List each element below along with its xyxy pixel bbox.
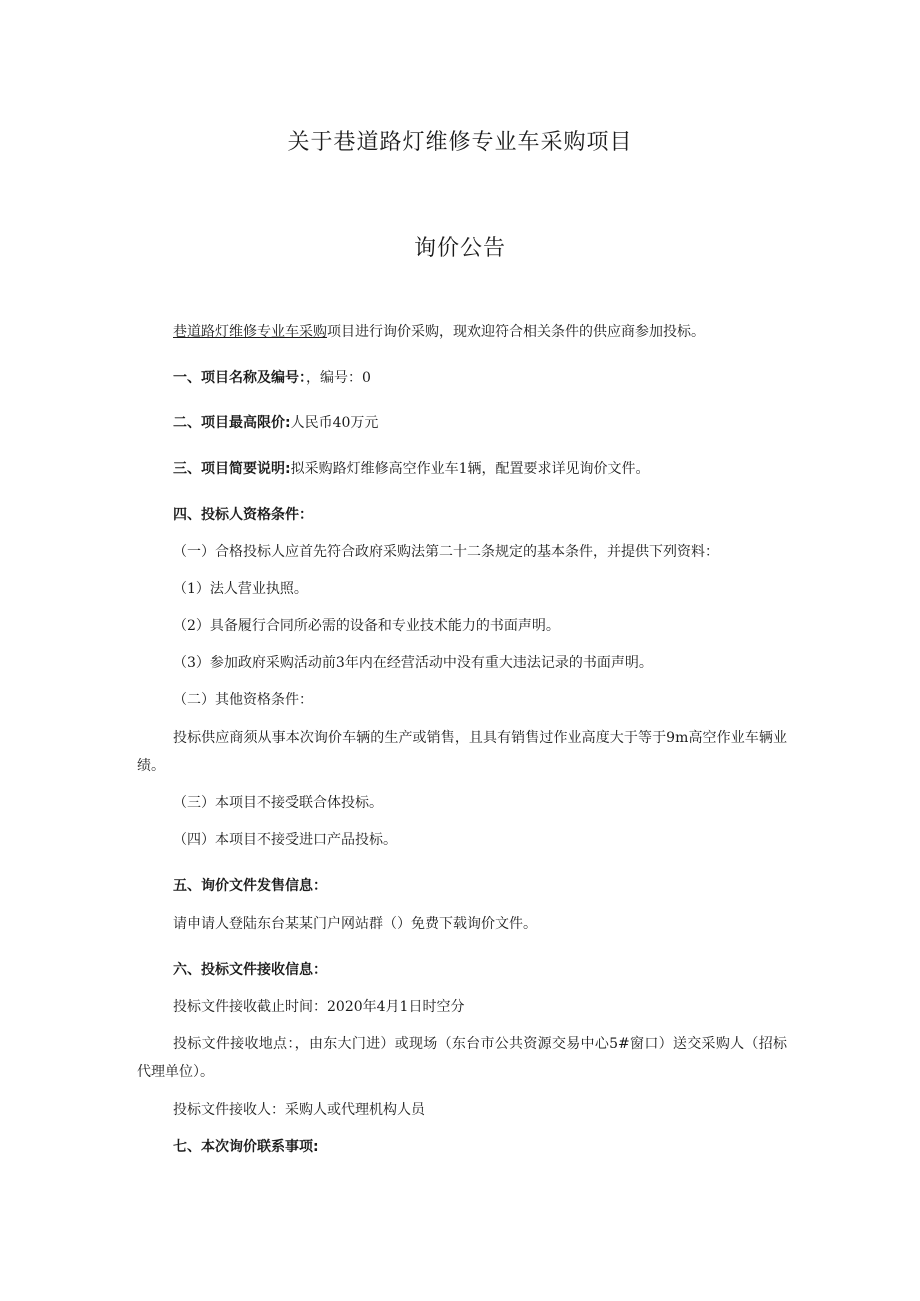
section-4-sub-2: （二）其他资格条件：: [173, 692, 313, 708]
section-4-label: 四、投标人资格条件：: [173, 507, 313, 523]
section-6-deadline: 投标文件接收截止时间：2020年4月1日时空分: [173, 999, 465, 1015]
section-6-receiver: 投标文件接收人：采购人或代理机构人员: [173, 1102, 425, 1118]
section-4-item-2: （2）具备履行合同所必需的设备和专业技术能力的书面声明。: [173, 618, 560, 634]
section-5-label: 五、询价文件发售信息：: [173, 878, 327, 894]
section-2: [173, 413, 378, 433]
section-3-label: 三、项目简要说明:: [173, 461, 291, 477]
document-subtitle: 询价公告: [413, 236, 506, 261]
section-6-location: 投标文件接收地点：，由东大门进）或现场（东台市公共资源交易中心5#窗口）送交采购人（招标代理单位）。: [137, 1036, 787, 1080]
section-2-value: 人民币40万元: [290, 415, 379, 431]
section-4-sub-3: （三）本项目不接受联合体投标。: [173, 795, 383, 811]
section-4-item-1: （1）法人营业执照。: [173, 581, 308, 597]
document-title: 关于巷道路灯维修专业车采购项目: [287, 130, 633, 155]
section-3: [173, 459, 650, 479]
section-4-item-3: （3）参加政府采购活动前3年内在经营活动中没有重大违法记录的书面声明。: [173, 655, 653, 671]
intro-text: 项目进行询价采购，现欢迎符合相关条件的供应商参加投标。: [327, 324, 705, 340]
section-7-label: 七、本次询价联系事项:: [173, 1139, 319, 1155]
section-1-value: ，编号：0: [306, 370, 371, 386]
section-4-other-text: 投标供应商须从事本次询价车辆的生产或销售，且具有销售过作业高度大于等于9m高空作业车辆业绩。: [137, 730, 787, 774]
project-name-underlined: 巷道路灯维修专业车采购: [173, 324, 327, 340]
section-1-label: 一、项目名称及编号：: [173, 370, 306, 386]
section-5-text: 请申请人登陆东台某某门户网站群（）免费下载询价文件。: [173, 916, 537, 932]
section-3-value: 拟采购路灯维修高空作业车1辆，配置要求详见询价文件。: [290, 461, 650, 477]
section-4-sub-4: （四）本项目不接受进口产品投标。: [173, 832, 397, 848]
section-2-label: 二、项目最高限价:: [173, 415, 291, 431]
section-4-sub-1: （一）合格投标人应首先符合政府采购法第二十二条规定的基本条件，并提供下列资料：: [173, 544, 719, 560]
section-6-label: 六、投标文件接收信息：: [173, 962, 327, 978]
intro-paragraph: [173, 322, 705, 342]
section-1: [173, 368, 371, 388]
